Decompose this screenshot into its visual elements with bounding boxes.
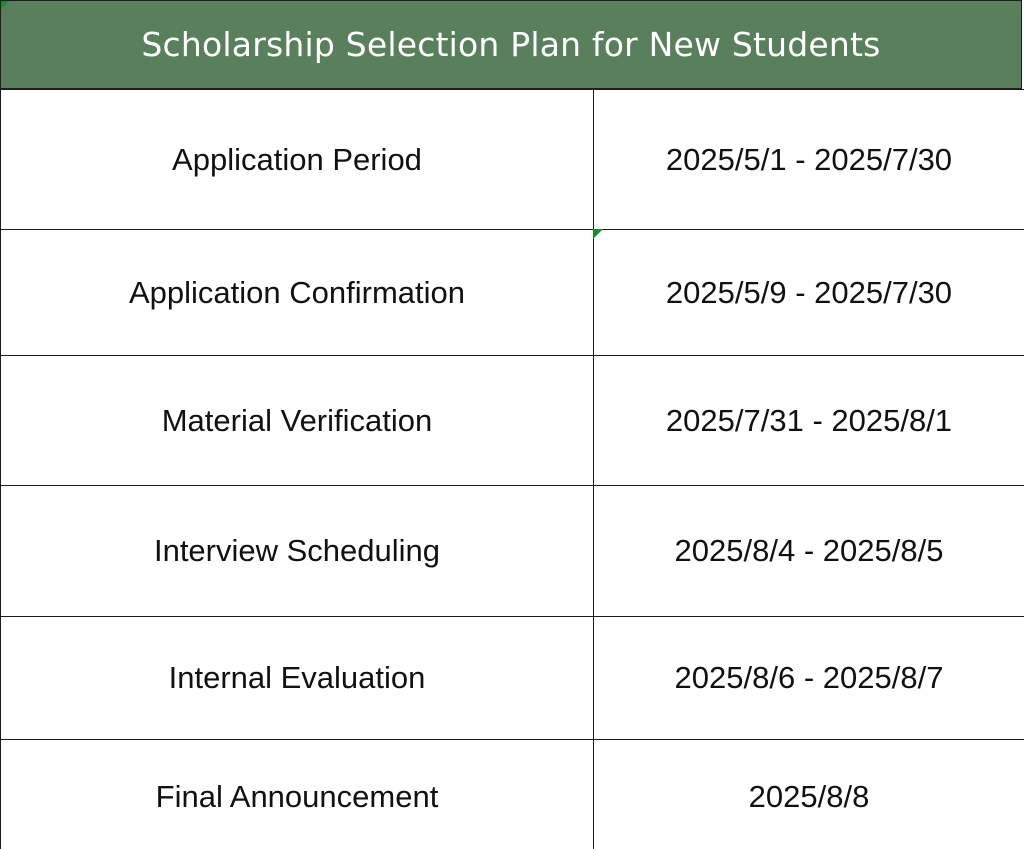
stage-cell[interactable]: Final Announcement [1,740,594,849]
stage-cell[interactable]: Material Verification [1,356,594,486]
cell-error-indicator-icon [593,229,603,239]
cell-comment-indicator-icon [1,1,9,9]
table-title-cell[interactable] [0,0,1022,89]
dates-cell[interactable]: 2025/8/4 - 2025/8/5 [594,486,1024,617]
dates-cell[interactable]: 2025/5/9 - 2025/7/30 [594,230,1024,356]
stage-cell[interactable]: Application Confirmation [1,230,594,356]
stage-cell[interactable]: Interview Scheduling [1,486,594,617]
table-row [1,486,1024,617]
dates-cell[interactable]: 2025/5/1 - 2025/7/30 [594,90,1024,230]
table-row [1,356,1024,486]
table-row [1,90,1024,230]
dates-cell[interactable]: 2025/8/6 - 2025/8/7 [594,617,1024,740]
schedule-table [0,89,1024,849]
table-title: Scholarship Selection Plan for New Students [141,25,881,64]
table-row [1,740,1024,849]
dates-cell[interactable]: 2025/7/31 - 2025/8/1 [594,356,1024,486]
table-row [1,617,1024,740]
stage-cell[interactable]: Internal Evaluation [1,617,594,740]
dates-cell[interactable]: 2025/8/8 [594,740,1024,849]
stage-cell[interactable]: Application Period [1,90,594,230]
table-row [1,230,1024,356]
